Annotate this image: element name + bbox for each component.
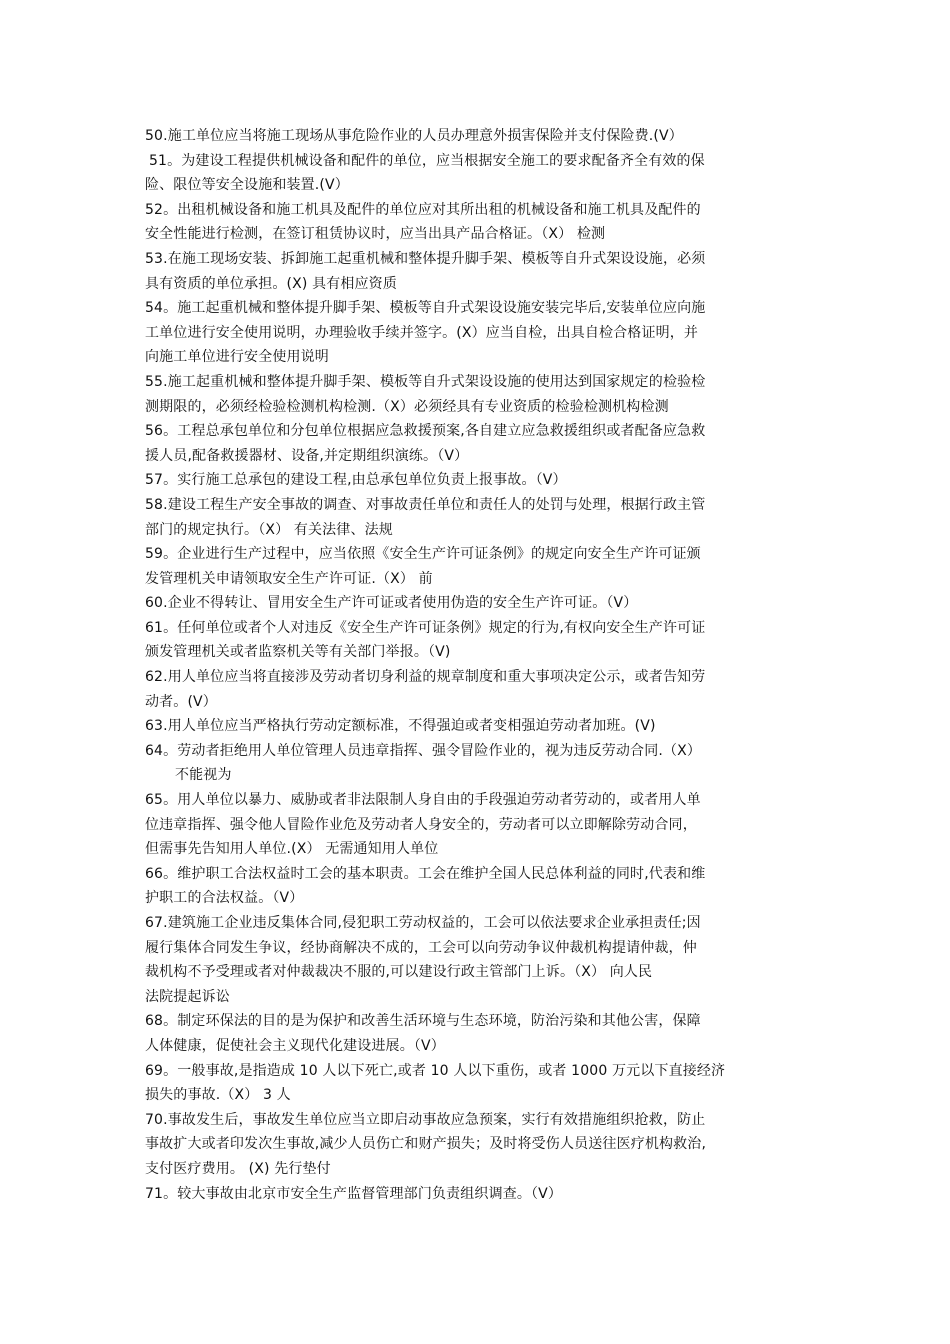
- question-53-line-2: 具有资质的单位承担。(X) 具有相应资质: [145, 275, 397, 292]
- question-64-line-1: 64。劳动者拒绝用人单位管理人员违章指挥、强令冒险作业的，视为违反劳动合同.（X）: [145, 742, 702, 759]
- question-60-line-1: 60.企业不得转让、冒用安全生产许可证或者使用伪造的安全生产许可证。（V）: [145, 595, 638, 612]
- question-62-line-1: 62.用人单位应当将直接涉及劳动者切身利益的规章制度和重大事项决定公示，或者告知劳: [145, 669, 706, 686]
- question-51-line-2: 险、限位等安全设施和装置.(V）: [145, 177, 349, 194]
- question-58-line-1: 58.建设工程生产安全事故的调查、对事故责任单位和责任人的处罚与处理，根据行政主管: [145, 496, 706, 513]
- question-65-line-1: 65。用人单位以暴力、威胁或者非法限制人身自由的手段强迫劳动者劳动的，或者用人单: [145, 792, 701, 809]
- question-70-line-3: 支付医疗费用。 (X) 先行垫付: [145, 1160, 331, 1177]
- question-66-line-2: 护职工的合法权益。（V）: [145, 890, 304, 907]
- question-53-line-1: 53.在施工现场安装、拆卸施工起重机械和整体提升脚手架、模板等自升式架设设施，必须: [145, 250, 706, 267]
- question-67-line-2: 履行集体合同发生争议，经协商解决不成的，工会可以向劳动争议仲裁机构提请仲裁，仲: [145, 939, 697, 956]
- question-item-50: [145, 124, 809, 149]
- question-55-line-2: 测期限的，必须经检验检测机构检测.（X）必须经具有专业资质的检验检测机构检测: [145, 398, 669, 415]
- question-item-68: [145, 1009, 809, 1058]
- question-item-65: [145, 788, 809, 862]
- question-50-line-1: 50.施工单位应当将施工现场从事危险作业的人员办理意外损害保险并支付保险费.(V）: [145, 128, 683, 144]
- question-item-54: [145, 296, 809, 370]
- question-70-line-1: 70.事故发生后，事故发生单位应当立即启动事故应急预案，实行有效措施组织抢救，防止: [145, 1111, 706, 1128]
- question-item-61: [145, 616, 809, 665]
- question-57-line-1: 57。实行施工总承包的建设工程,由总承包单位负责上报事故。（V）: [145, 472, 567, 489]
- question-69-line-1: 69。一般事故,是指造成 10 人以下死亡,或者 10 人以下重伤，或者 1000 万元以下直接经济: [145, 1062, 726, 1079]
- question-item-59: [145, 542, 809, 591]
- question-61-line-1: 61。任何单位或者个人对违反《安全生产许可证条例》规定的行为,有权向安全生产许可证: [145, 619, 706, 636]
- question-51-line-1: 51。为建设工程提供机械设备和配件的单位，应当根据安全施工的要求配备齐全有效的保: [149, 152, 705, 169]
- question-71-line-1: 71。较大事故由北京市安全生产监督管理部门负责组织调查。（V）: [145, 1185, 563, 1202]
- question-item-67: [145, 911, 809, 1009]
- question-item-63: [145, 714, 809, 739]
- question-52-line-2: 安全性能进行检测，在签订租赁协议时，应当出具产品合格证。（X） 检测: [145, 226, 606, 243]
- question-54-line-2: 工单位进行安全使用说明，办理验收手续并签字。(X）应当自检，出具自检合格证明，并: [145, 324, 699, 341]
- question-67-line-3: 裁机构不予受理或者对仲裁裁决不服的,可以建设行政主管部门上诉。（X） 向人民: [145, 964, 653, 981]
- question-54-line-1: 54。施工起重机械和整体提升脚手架、模板等自升式架设设施安装完毕后,安装单位应向施: [145, 300, 706, 317]
- question-55-line-1: 55.施工起重机械和整体提升脚手架、模板等自升式架设设施的使用达到国家规定的检验检: [145, 373, 706, 390]
- question-item-57: [145, 468, 809, 493]
- question-62-line-2: 动者。(V）: [145, 693, 217, 710]
- question-item-56: [145, 419, 809, 468]
- question-item-71: [145, 1182, 809, 1207]
- question-item-53: [145, 247, 809, 296]
- question-64-line-2: 不能视为: [175, 767, 232, 784]
- question-59-line-2: 发管理机关申请领取安全生产许可证.（X） 前: [145, 570, 433, 587]
- question-65-line-2: 位违章指挥、强令他人冒险作业危及劳动者人身安全的，劳动者可以立即解除劳动合同，: [145, 816, 697, 833]
- question-67-line-4: 法院提起诉讼: [145, 988, 230, 1005]
- question-61-line-2: 颁发管理机关或者监察机关等有关部门举报。（V): [145, 644, 451, 661]
- question-item-66: [145, 862, 809, 911]
- question-list: [145, 124, 809, 1206]
- question-item-70: [145, 1108, 809, 1182]
- question-56-line-1: 56。工程总承包单位和分包单位根据应急救援预案,各自建立应急救援组织或者配备应急救: [145, 423, 706, 440]
- question-56-line-2: 援人员,配备救援器材、设备,并定期组织演练。（V）: [145, 447, 469, 464]
- question-item-62: [145, 665, 809, 714]
- question-item-51: [145, 149, 809, 198]
- question-item-55: [145, 370, 809, 419]
- question-54-line-3: 向施工单位进行安全使用说明: [145, 349, 329, 366]
- question-69-line-2: 损失的事故.（X） 3 人: [145, 1087, 291, 1104]
- question-item-69: [145, 1059, 809, 1108]
- question-63-line-1: 63.用人单位应当严格执行劳动定额标准，不得强迫或者变相强迫劳动者加班。(V): [145, 718, 656, 735]
- question-68-line-2: 人体健康，促使社会主义现代化建设进展。（V）: [145, 1037, 445, 1054]
- question-66-line-1: 66。维护职工合法权益时工会的基本职责。工会在维护全国人民总体利益的同时,代表和维: [145, 865, 706, 882]
- question-67-line-1: 67.建筑施工企业违反集体合同,侵犯职工劳动权益的，工会可以依法要求企业承担责任;因: [145, 915, 701, 931]
- question-65-line-3: 但需事先告知用人单位.(X） 无需通知用人单位: [145, 841, 439, 858]
- question-58-line-2: 部门的规定执行。（X） 有关法律、法规: [145, 521, 393, 538]
- question-52-line-1: 52。出租机械设备和施工机具及配件的单位应对其所出租的机械设备和施工机具及配件的: [145, 201, 701, 218]
- question-item-64: [145, 739, 809, 788]
- question-68-line-1: 68。制定环保法的目的是为保护和改善生活环境与生态环境，防治污染和其他公害，保障: [145, 1013, 701, 1030]
- question-item-60: [145, 591, 809, 616]
- question-70-line-2: 事故扩大或者印发次生事故,减少人员伤亡和财产损失；及时将受伤人员送往医疗机构救治,: [145, 1136, 707, 1153]
- question-item-58: [145, 493, 809, 542]
- question-item-52: [145, 198, 809, 247]
- question-59-line-1: 59。企业进行生产过程中，应当依照《安全生产许可证条例》的规定向安全生产许可证颁: [145, 546, 701, 563]
